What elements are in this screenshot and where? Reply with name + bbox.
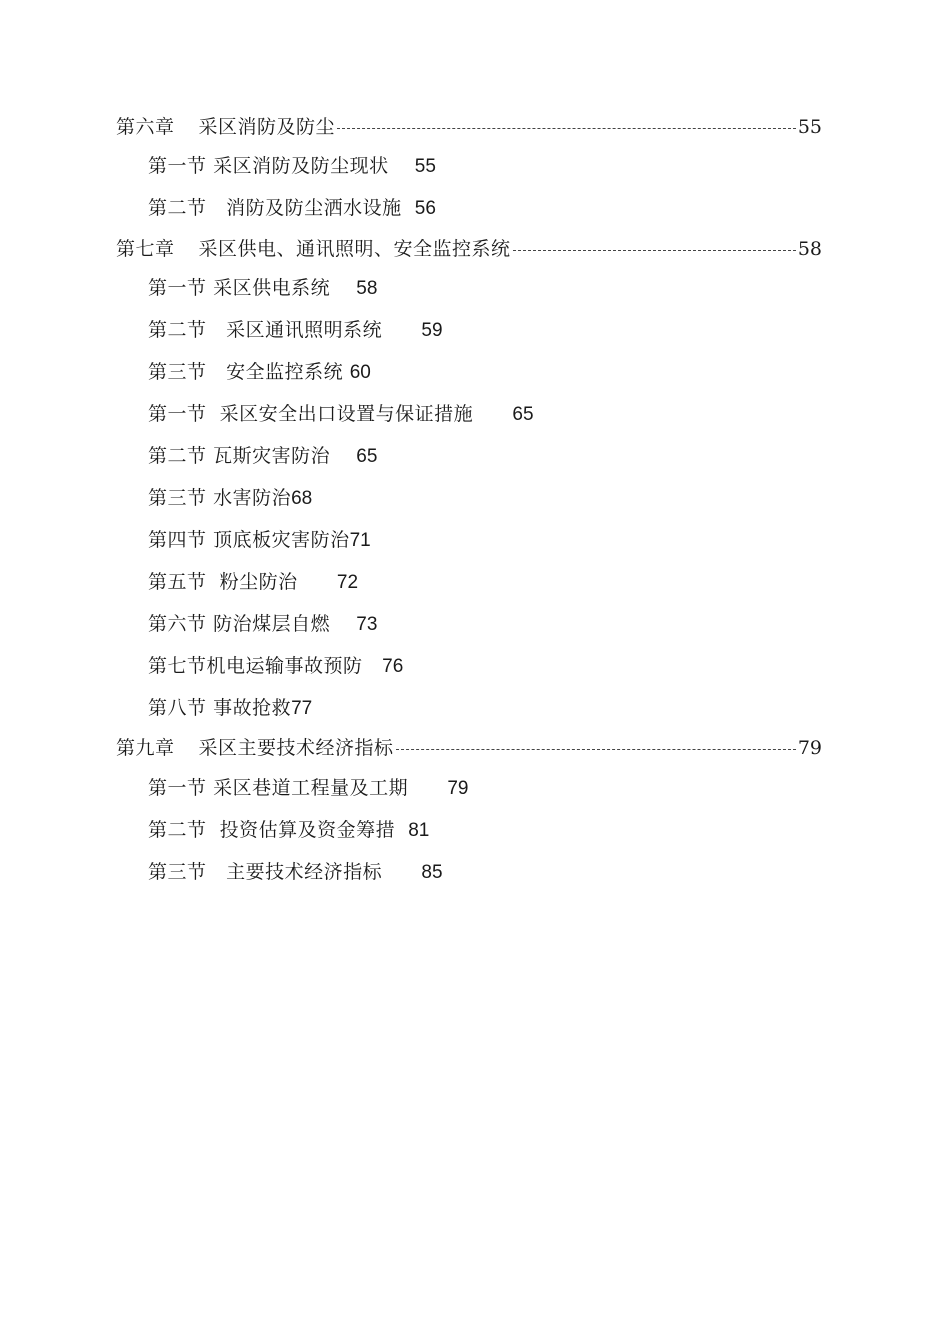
- section-title: 主要技术经济指标: [226, 861, 383, 883]
- page-number: 85: [421, 862, 443, 883]
- page-number: 76: [382, 656, 404, 677]
- page-number: 60: [349, 362, 371, 383]
- section-title: 采区消防及防尘现状: [213, 155, 389, 177]
- page-number: 56: [414, 198, 436, 219]
- section-title: 水害防治: [213, 487, 292, 509]
- section-pad: [473, 403, 512, 425]
- section-pad: [402, 197, 415, 219]
- section-title: 安全监控系统: [226, 361, 344, 383]
- toc-section-entry[interactable]: [148, 193, 436, 223]
- section-gap: [207, 197, 227, 219]
- section-pad: [408, 777, 447, 799]
- chapter-heading: [116, 112, 335, 142]
- chapter-title: 采区消防及防尘: [198, 116, 336, 138]
- section-number: 第七节: [148, 655, 207, 677]
- section-number: 第二节: [148, 319, 207, 341]
- toc-chapter-entry[interactable]: [116, 112, 822, 142]
- section-title: 采区安全出口设置与保证措施: [219, 403, 474, 425]
- toc-section-entry[interactable]: [148, 483, 312, 513]
- section-pad: [330, 445, 356, 467]
- chapter-number: 第九章: [116, 737, 175, 759]
- section-number: 第三节: [148, 861, 207, 883]
- page-number: 79: [797, 737, 822, 759]
- page-number: 68: [291, 488, 313, 509]
- section-number: 第八节: [148, 697, 207, 719]
- section-pad: [363, 655, 383, 677]
- section-gap: [207, 319, 227, 341]
- toc-section-entry[interactable]: [148, 441, 377, 471]
- section-number: 第二节: [148, 445, 207, 467]
- section-title: 防治煤层自燃: [213, 613, 331, 635]
- toc-section-entry[interactable]: [148, 151, 436, 181]
- section-gap: [207, 819, 220, 841]
- toc-section-entry[interactable]: [148, 525, 371, 555]
- section-gap: [207, 861, 227, 883]
- section-title: 采区巷道工程量及工期: [213, 777, 409, 799]
- section-pad: [330, 277, 356, 299]
- section-pad: [382, 319, 421, 341]
- page-number: 55: [797, 116, 822, 138]
- section-number: 第一节: [148, 155, 207, 177]
- page-number: 58: [356, 278, 378, 299]
- page-number: 72: [336, 572, 359, 593]
- section-title: 机电运输事故预防: [206, 655, 363, 677]
- toc-section-entry[interactable]: [148, 399, 534, 429]
- section-number: 第二节: [148, 197, 207, 219]
- section-number: 第三节: [148, 361, 207, 383]
- section-number: 第一节: [148, 777, 207, 799]
- page-number: 71: [349, 530, 371, 551]
- toc-section-entry[interactable]: [148, 609, 377, 639]
- toc-section-entry[interactable]: [148, 273, 377, 303]
- section-gap: [207, 571, 220, 593]
- dotted-leader: [396, 749, 796, 750]
- toc-section-entry[interactable]: [148, 315, 443, 345]
- chapter-title: 采区主要技术经济指标: [198, 737, 394, 759]
- page-number: 73: [356, 614, 378, 635]
- section-title: 粉尘防治: [219, 571, 298, 593]
- toc-section-entry[interactable]: [148, 773, 468, 803]
- section-number: 第三节: [148, 487, 207, 509]
- toc-section-entry[interactable]: [148, 651, 403, 681]
- dotted-leader: [337, 128, 796, 129]
- section-number: 第六节: [148, 613, 207, 635]
- toc-section-entry[interactable]: [148, 693, 312, 723]
- section-pad: [330, 613, 356, 635]
- section-pad: [298, 571, 337, 593]
- toc-section-entry[interactable]: [148, 357, 371, 387]
- section-pad: [395, 819, 408, 841]
- section-gap: [207, 403, 220, 425]
- section-number: 第一节: [148, 277, 207, 299]
- section-number: 第一节: [148, 403, 207, 425]
- page-number: 77: [291, 698, 313, 719]
- page-number: 65: [512, 404, 534, 425]
- section-gap: [207, 361, 227, 383]
- dotted-leader: [513, 250, 796, 251]
- toc-chapter-entry[interactable]: [116, 733, 822, 763]
- chapter-number: 第六章: [116, 116, 175, 138]
- page-number: 81: [408, 820, 430, 841]
- section-title: 瓦斯灾害防治: [213, 445, 331, 467]
- section-pad: [389, 155, 415, 177]
- page-number: 79: [447, 778, 469, 799]
- section-title: 消防及防尘洒水设施: [226, 197, 402, 219]
- page-number: 58: [797, 238, 822, 260]
- page-number: 65: [356, 446, 378, 467]
- chapter-heading: [116, 234, 511, 264]
- toc-section-entry[interactable]: [148, 857, 443, 887]
- section-title: 采区供电系统: [213, 277, 331, 299]
- section-title: 事故抢救: [213, 697, 292, 719]
- page-number: 55: [414, 156, 436, 177]
- toc-section-entry[interactable]: [148, 815, 429, 845]
- toc-section-entry[interactable]: [148, 567, 358, 597]
- section-number: 第四节: [148, 529, 207, 551]
- section-title: 采区通讯照明系统: [226, 319, 383, 341]
- section-title: 投资估算及资金筹措: [219, 819, 396, 841]
- section-number: 第二节: [148, 819, 207, 841]
- page-number: 59: [421, 320, 443, 341]
- chapter-number: 第七章: [116, 238, 175, 260]
- section-title: 顶底板灾害防治: [213, 529, 350, 551]
- toc-chapter-entry[interactable]: [116, 234, 822, 264]
- chapter-heading: [116, 733, 394, 763]
- chapter-title: 采区供电、通讯照明、安全监控系统: [198, 238, 511, 260]
- section-pad: [382, 861, 421, 883]
- section-number: 第五节: [148, 571, 207, 593]
